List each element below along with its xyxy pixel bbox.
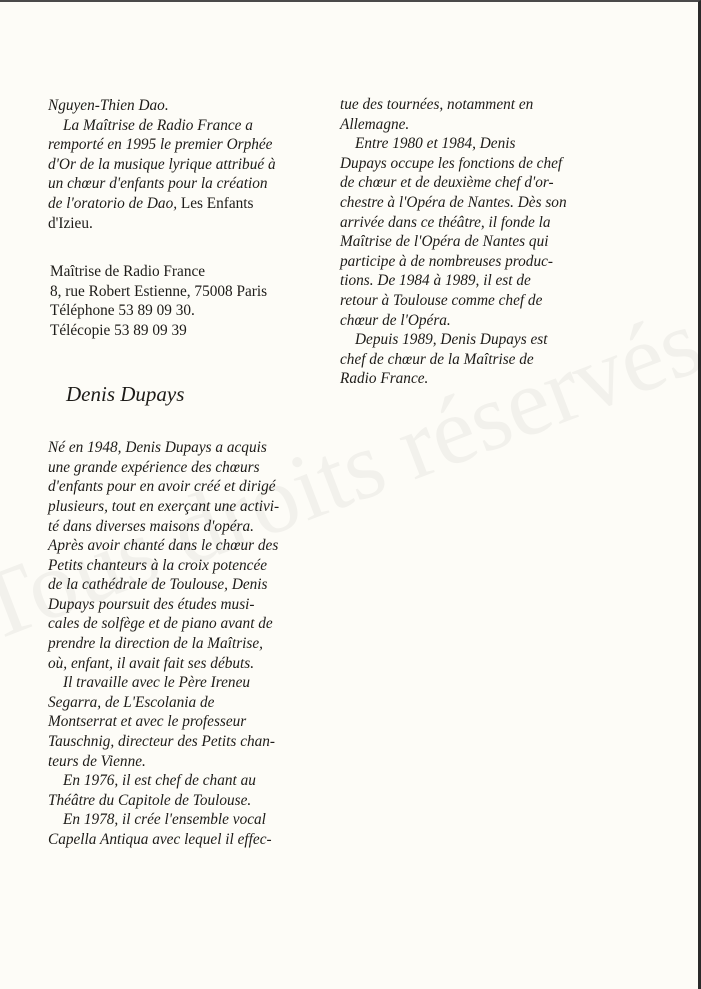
text-line (340, 213, 630, 233)
text-line-text: Entre 1980 et 1984, Denis (355, 135, 516, 153)
text-line (340, 271, 630, 291)
text-line-text: En 1976, il est chef de chant au (63, 772, 256, 790)
text-line (48, 116, 328, 136)
address-line: Télécopie 53 89 09 39 (50, 321, 187, 339)
text-line-text: d'enfants pour en avoir créé et dirigé (48, 478, 276, 496)
text-line-text: un chœur d'enfants pour la création (48, 175, 268, 193)
text-line (48, 135, 328, 155)
text-line-text: Radio France. (340, 370, 429, 388)
text-line-text: Montserrat et avec le professeur (48, 713, 247, 731)
text-line-text: teurs de Vienne. (48, 752, 146, 770)
text-line (48, 614, 328, 634)
text-line-text: Nguyen-Thien Dao. (48, 97, 169, 114)
text-line (340, 154, 630, 174)
section-heading: Denis Dupays (66, 381, 185, 406)
text-line-text: d'Or de la musique lyrique attribué à (48, 155, 276, 173)
text-line (48, 194, 328, 214)
text-line (48, 174, 328, 194)
text-line (340, 193, 630, 213)
text-line (48, 595, 328, 615)
text-line (340, 115, 630, 135)
text-line-text: Dupays poursuit des études musi- (48, 595, 255, 613)
text-line (340, 95, 630, 115)
text-line (340, 369, 630, 389)
text-line (340, 350, 630, 370)
text-line-text: chestre à l'Opéra de Nantes. Dès son (340, 193, 567, 211)
address-line: Maîtrise de Radio France (50, 263, 206, 281)
text-line-text: Maîtrise de l'Opéra de Nantes qui (340, 233, 549, 251)
intro-paragraph (48, 96, 328, 233)
text-line-text: Dupays occupe les fonctions de chef (340, 154, 563, 172)
text-line-text: Capella Antiqua avec lequel il effec- (48, 831, 272, 848)
text-line (48, 712, 328, 732)
text-line (48, 752, 328, 772)
text-line (340, 330, 630, 350)
address-block (48, 262, 328, 340)
address-line: Téléphone 53 89 09 30. (50, 302, 195, 320)
text-line-text: Tauschnig, directeur des Petits chan- (48, 733, 276, 751)
text-line (48, 536, 328, 556)
text-line (340, 252, 630, 272)
text-line-text: retour à Toulouse comme chef de (340, 291, 543, 309)
text-line-text: arrivée dans ce théâtre, il fonde la (340, 213, 551, 231)
text-line (48, 477, 328, 497)
text-line (48, 654, 328, 674)
text-line-text: La Maîtrise de Radio France a (63, 116, 253, 134)
text-line (48, 673, 328, 693)
text-line (48, 830, 328, 850)
text-line-text: de chœur et de deuxième chef d'or- (340, 174, 554, 192)
text-line-text: Depuis 1989, Denis Dupays est (355, 331, 548, 349)
text-line-text: cales de solfège et de piano avant de (48, 615, 273, 633)
text-line-text: Segarra, de L'Escolania de (48, 693, 215, 711)
text-line (48, 497, 328, 517)
left-column (48, 96, 328, 850)
text-line (48, 634, 328, 654)
text-line (48, 556, 328, 576)
text-line-text: Allemagne. (340, 115, 410, 133)
text-line-text: où, enfant, il avait fait ses débuts. (48, 654, 255, 672)
text-line-text: de la cathédrale de Toulouse, Denis (48, 576, 268, 594)
text-line (48, 214, 328, 234)
text-line-text: tue des tournées, notamment en (340, 96, 534, 113)
text-line-text: Né en 1948, Denis Dupays a acquis (48, 439, 267, 457)
text-line (48, 575, 328, 595)
text-line-text: chœur de l'Opéra. (340, 311, 451, 329)
text-line-text: Il travaille avec le Père Ireneu (63, 674, 251, 692)
text-line (48, 771, 328, 791)
text-line (48, 96, 328, 116)
text-line-text: Petits chanteurs à la croix potencée (48, 556, 268, 574)
text-line (48, 693, 328, 713)
biography-continued (340, 95, 630, 389)
text-line (340, 232, 630, 252)
text-line (48, 517, 328, 537)
text-line-text: remporté en 1995 le premier Orphée (48, 136, 273, 154)
text-line (48, 791, 328, 811)
text-line-title: d'Izieu. (48, 214, 93, 232)
text-line-text: Théâtre du Capitole de Toulouse. (48, 791, 252, 809)
text-line (48, 732, 328, 752)
text-line-text: une grande expérience des chœurs (48, 458, 260, 476)
text-line (48, 155, 328, 175)
text-line-text: En 1978, il crée l'ensemble vocal (63, 811, 266, 829)
text-line-text: participe à de nombreuses produc- (340, 252, 553, 270)
text-line (48, 458, 328, 478)
text-line (340, 173, 630, 193)
text-line (340, 134, 630, 154)
address-line: 8, rue Robert Estienne, 75008 Paris (50, 282, 268, 300)
text-line-text: tions. De 1984 à 1989, il est de (340, 272, 531, 290)
text-line-text: chef de chœur de la Maîtrise de (340, 350, 534, 368)
text-line (48, 810, 328, 830)
text-line-title: Les Enfants (180, 194, 254, 212)
text-line-text: prendre la direction de la Maîtrise, (48, 635, 263, 653)
text-line-text: de l'oratorio de Dao, (48, 194, 181, 212)
biography-text (48, 438, 328, 849)
text-line-text: Après avoir chanté dans le chœur des (48, 537, 279, 555)
right-column (340, 95, 630, 389)
text-line-text: plusieurs, tout en exerçant une activi- (48, 497, 280, 515)
text-line (340, 291, 630, 311)
text-line (48, 438, 328, 458)
text-line (340, 311, 630, 331)
text-line-text: té dans diverses maisons d'opéra. (48, 517, 254, 535)
